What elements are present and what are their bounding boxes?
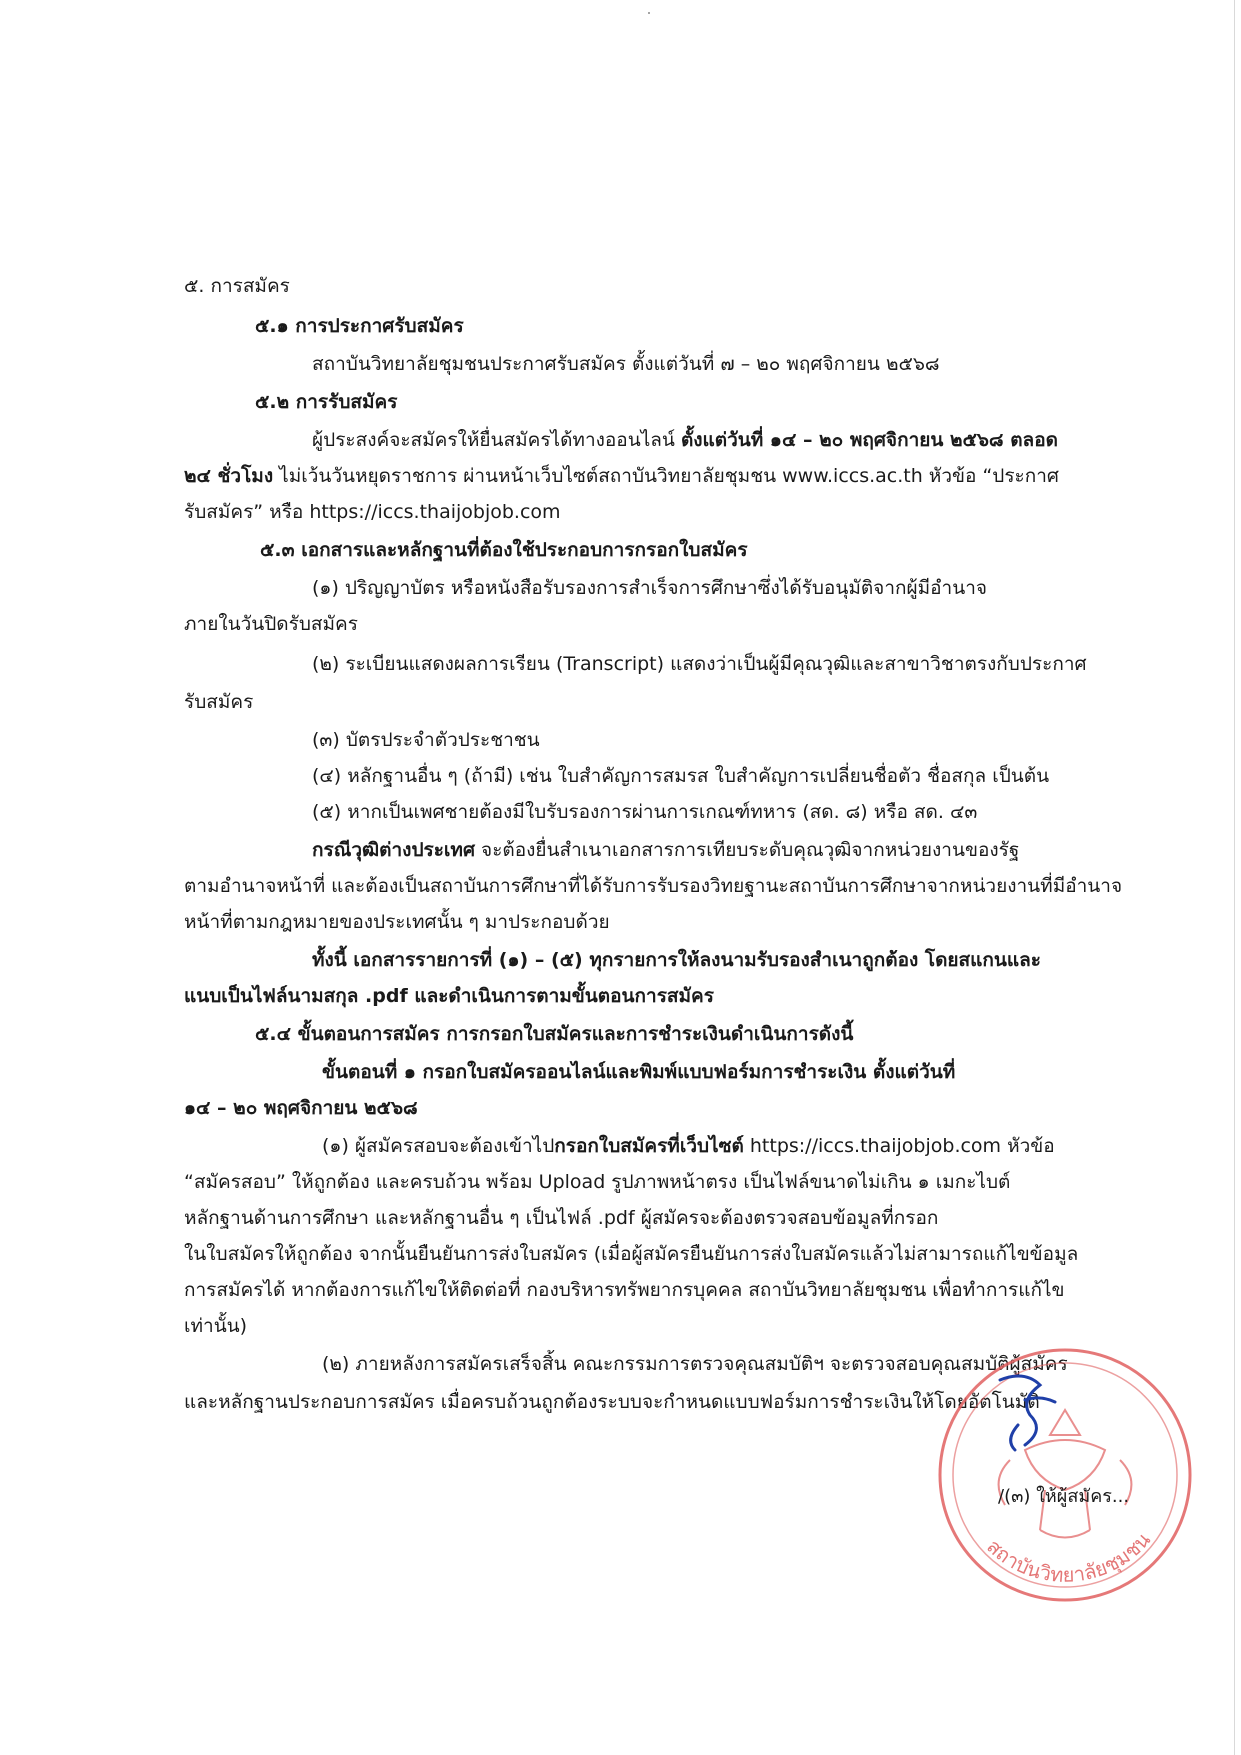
section-5-2-line2-bold: ๒๔ ชั่วโมง <box>184 465 274 487</box>
procedure-1-line3: หลักฐานด้านการศึกษา และหลักฐานอื่น ๆ เป็นไฟล์ .pdf ผู้สมัครจะต้องตรวจสอบข้อมูลที่กรอก <box>184 1207 939 1229</box>
continuation-note: /(๓) ให้ผู้สมัคร... <box>998 1486 1130 1507</box>
section-5-1-text: สถาบันวิทยาลัยชุมชนประกาศรับสมัคร ตั้งแต่วันที่ ๗ – ๒๐ พฤศจิกายน ๒๕๖๘ <box>312 353 940 375</box>
doc-item-2-line2: รับสมัคร <box>184 691 254 713</box>
doc-item-1-line1: (๑) ปริญญาบัตร หรือหนังสือรับรองการสำเร็จการศึกษาซึ่งได้รับอนุมัติจากผู้มีอำนาจ <box>312 577 988 599</box>
section-5-2-line1-normal: ผู้ประสงค์จะสมัครให้ยื่นสมัครได้ทางออนไลน์ <box>312 429 681 451</box>
procedure-1-line4: ในใบสมัครให้ถูกต้อง จากนั้นยืนยันการส่งใบสมัคร (เมื่อผู้สมัครยืนยันการส่งใบสมัครแล้วไม่สามารถแก้ไขข้อมูล <box>184 1243 1079 1265</box>
official-seal-stamp <box>930 1340 1200 1610</box>
doc-item-2-line1: (๒) ระเบียนแสดงผลการเรียน (Transcript) แสดงว่าเป็นผู้มีคุณวุฒิและสาขาวิชาตรงกับประกาศ <box>312 653 1087 675</box>
documents-certify-line2: แนบเป็นไฟล์นามสกุล .pdf และดำเนินการตามขั้นตอนการสมัคร <box>184 985 714 1007</box>
scan-dot <box>648 12 650 14</box>
procedure-1-line5: การสมัครได้ หากต้องการแก้ไขให้ติดต่อที่ กองบริหารทรัพยากรบุคคล สถาบันวิทยาลัยชุมชน เพื่อทำการแก้ไข <box>184 1279 1065 1301</box>
foreign-degree-line1 <box>312 836 1019 864</box>
section-5-2-title: ๕.๒ การรับสมัคร <box>255 391 398 413</box>
page-edge-line <box>1234 0 1235 1755</box>
foreign-degree-line2: ตามอำนาจหน้าที่ และต้องเป็นสถาบันการศึกษาที่ได้รับการรับรองวิทยฐานะสถาบันการศึกษาจากหน่วยงานที่มีอำนาจ <box>184 875 1123 897</box>
procedure-1-line1-bold: กรอกใบสมัครที่เว็บไซต์ <box>554 1135 744 1157</box>
section-5-4-title: ๕.๔ ขั้นตอนการสมัคร การกรอกใบสมัครและการชำระเงินดำเนินการดังนี้ <box>255 1023 854 1045</box>
stamp-text: สถาบันวิทยาลัยชุมชน <box>982 1527 1155 1587</box>
step-1-line2: ๑๔ – ๒๐ พฤศจิกายน ๒๕๖๘ <box>184 1097 418 1119</box>
section-5-title: ๕. การสมัคร <box>184 275 290 297</box>
procedure-1-line1 <box>322 1132 1055 1160</box>
procedure-1-line1-c: https://iccs.thaijobjob.com หัวข้อ <box>743 1135 1055 1157</box>
svg-text:สถาบันวิทยาลัยชุมชน <box>982 1527 1155 1587</box>
section-5-2-line1-bold: ตั้งแต่วันที่ ๑๔ – ๒๐ พฤศจิกายน ๒๕๖๘ ตลอด <box>680 429 1058 451</box>
signature-mark <box>1000 1376 1055 1450</box>
section-5-2-line2 <box>184 462 1059 490</box>
foreign-degree-label: กรณีวุฒิต่างประเทศ <box>312 839 476 861</box>
foreign-degree-line3: หน้าที่ตามกฎหมายของประเทศนั้น ๆ มาประกอบด้วย <box>184 911 610 933</box>
procedure-1-line6: เท่านั้น) <box>184 1315 248 1337</box>
doc-item-1-line2: ภายในวันปิดรับสมัคร <box>184 613 358 635</box>
procedure-1-line1-a: (๑) ผู้สมัครสอบจะต้องเข้าไป <box>322 1135 555 1157</box>
foreign-degree-text: จะต้องยื่นสำเนาเอกสารการเทียบระดับคุณวุฒิจากหน่วยงานของรัฐ <box>475 839 1020 861</box>
section-5-2-line3: รับสมัคร” หรือ https://iccs.thaijobjob.com <box>184 501 561 523</box>
section-5-2-line1 <box>312 426 1058 454</box>
procedure-1-line2: “สมัครสอบ” ให้ถูกต้อง และครบถ้วน พร้อม Upload รูปภาพหน้าตรง เป็นไฟล์ขนาดไม่เกิน ๑ เมกะไบต์ <box>184 1171 1011 1193</box>
doc-item-3: (๓) บัตรประจำตัวประชาชน <box>312 729 540 751</box>
procedure-2-line2: และหลักฐานประกอบการสมัคร เมื่อครบถ้วนถูกต้องระบบจะกำหนดแบบฟอร์มการชำระเงินให้โดยอัตโนมัติ <box>184 1391 1040 1413</box>
section-5-2-line2-normal: ไม่เว้นวันหยุดราชการ ผ่านหน้าเว็บไซต์สถาบันวิทยาลัยชุมชน www.iccs.ac.th หัวข้อ “ประกาศ <box>273 465 1059 487</box>
section-5-1-title: ๕.๑ การประกาศรับสมัคร <box>255 315 464 337</box>
section-5-3-title: ๕.๓ เอกสารและหลักฐานที่ต้องใช้ประกอบการกรอกใบสมัคร <box>260 539 748 561</box>
step-1-line1: ขั้นตอนที่ ๑ กรอกใบสมัครออนไลน์และพิมพ์แบบฟอร์มการชำระเงิน ตั้งแต่วันที่ <box>322 1061 956 1083</box>
procedure-2-line1: (๒) ภายหลังการสมัครเสร็จสิ้น คณะกรรมการตรวจคุณสมบัติฯ จะตรวจสอบคุณสมบัติผู้สมัคร <box>322 1353 1068 1375</box>
doc-item-5: (๕) หากเป็นเพศชายต้องมีใบรับรองการผ่านการเกณฑ์ทหาร (สด. ๘) หรือ สด. ๔๓ <box>312 801 978 823</box>
doc-item-4: (๔) หลักฐานอื่น ๆ (ถ้ามี) เช่น ใบสำคัญการสมรส ใบสำคัญการเปลี่ยนชื่อตัว ชื่อสกุล เป็นต้น <box>312 765 1050 787</box>
documents-certify-line1: ทั้งนี้ เอกสารรายการที่ (๑) – (๕) ทุกรายการให้ลงนามรับรองสำเนาถูกต้อง โดยสแกนและ <box>312 949 1041 971</box>
